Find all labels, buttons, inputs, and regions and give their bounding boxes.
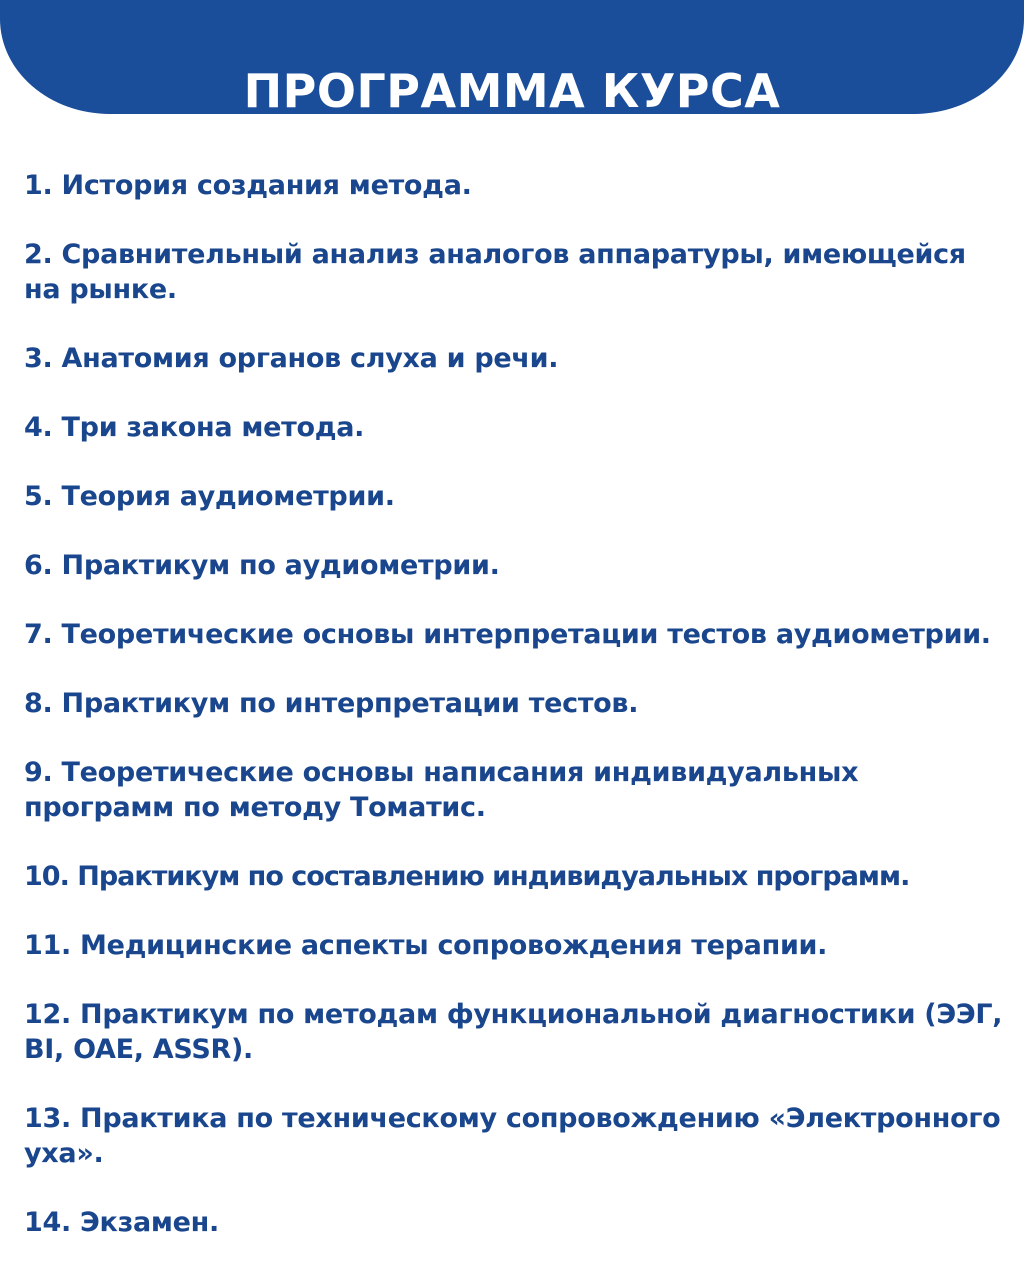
program-item-7: 7. Теоретические основы интерпретации тестов аудиометрии. — [24, 619, 991, 650]
page-title: ПРОГРАММА КУРСА — [243, 63, 781, 118]
program-item-12: 12. Практикум по методам функциональной диагностики (ЭЭГ, BI, OAE, ASSR). — [24, 999, 1003, 1065]
program-item-10: 10. Практикум по составлению индивидуальных программ. — [24, 861, 910, 892]
program-item-4: 4. Три закона метода. — [24, 412, 365, 443]
program-item-14: 14. Экзамен. — [24, 1207, 219, 1238]
program-item-2: 2. Сравнительный анализ аналогов аппаратуры, имеющейся на рынке. — [24, 239, 966, 305]
program-item-6: 6. Практикум по аудиометрии. — [24, 550, 500, 581]
program-item-5: 5. Теория аудиометрии. — [24, 481, 395, 512]
program-item-11: 11. Медицинские аспекты сопровождения терапии. — [24, 930, 828, 961]
program-item-3: 3. Анатомия органов слуха и речи. — [24, 343, 559, 374]
program-list — [24, 168, 1009, 1274]
program-item-13: 13. Практика по техническому сопровождению «Электронного уха». — [24, 1103, 1001, 1169]
program-item-9: 9. Теоретические основы написания индивидуальных программ по методу Томатис. — [24, 757, 859, 823]
program-item-8: 8. Практикум по интерпретации тестов. — [24, 688, 639, 719]
program-item-1: 1. История создания метода. — [24, 170, 472, 201]
